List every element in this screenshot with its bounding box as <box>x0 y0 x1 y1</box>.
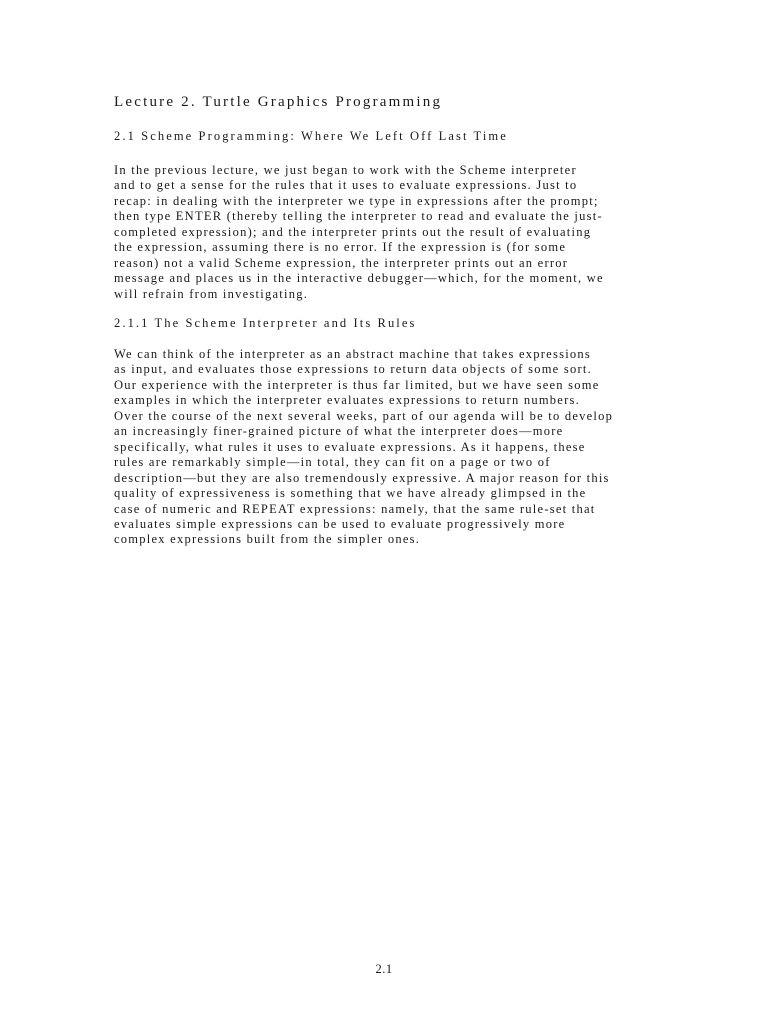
paragraph-line: recap: in dealing with the interpreter we type in expressions after the prompt; <box>114 193 599 208</box>
paragraph-line: We can think of the interpreter as an abstract machine that takes expressions <box>114 347 592 361</box>
paragraph-line: rules are remarkably simple—in total, they can fit on a page or two of <box>114 455 551 470</box>
paragraph-line: the expression, assuming there is no error. If the expression is (for some <box>114 240 567 255</box>
paragraph-line: description—but they are also tremendously expressive. A major reason for this <box>114 470 610 485</box>
paragraph-line: as input, and evaluates those expressions to return data objects of some sort. <box>114 362 592 377</box>
paragraph-line: Over the course of the next several weeks, part of our agenda will be to develop <box>114 408 614 423</box>
section-heading-2-1-1: 2.1.1 The Scheme Interpreter and Its Rules <box>114 316 417 330</box>
paragraph-line: quality of expressiveness is something that we have already glimpsed in the <box>114 486 587 501</box>
paragraph-line: Our experience with the interpreter is thus far limited, but we have seen some <box>114 377 600 392</box>
paragraph-line: evaluates simple expressions can be used to evaluate progressively more <box>114 516 566 531</box>
paragraph-line: complex expressions built from the simpler ones. <box>114 532 421 547</box>
paragraph-line: specifically, what rules it uses to evaluate expressions. As it happens, these <box>114 439 586 454</box>
paragraph-line: examples in which the interpreter evaluates expressions to return numbers. <box>114 393 580 408</box>
paragraph-line: and to get a sense for the rules that it uses to evaluate expressions. Just to <box>114 178 578 193</box>
section-2-1-paragraph <box>114 163 604 302</box>
paragraph-line: In the previous lecture, we just began to work with the Scheme interpreter <box>114 163 577 177</box>
paragraph-line: message and places us in the interactive debugger—which, for the moment, we <box>114 271 604 286</box>
paragraph-line: an increasingly finer-grained picture of what the interpreter does—more <box>114 424 564 439</box>
section-heading-2-1: 2.1 Scheme Programming: Where We Left Off Last Time <box>114 129 508 143</box>
paragraph-line: case of numeric and REPEAT expressions: namely, that the same rule-set that <box>114 501 596 516</box>
page-number: 2.1 <box>375 962 393 976</box>
lecture-title: Lecture 2. Turtle Graphics Programming <box>114 94 443 110</box>
paragraph-line: then type ENTER (thereby telling the interpreter to read and evaluate the just- <box>114 209 603 224</box>
paragraph-line: reason) not a valid Scheme expression, the interpreter prints out an error <box>114 255 569 270</box>
section-2-1-1-paragraph <box>114 347 613 548</box>
paragraph-line: completed expression); and the interpreter prints out the result of evaluating <box>114 224 592 239</box>
paragraph-line: will refrain from investigating. <box>114 286 309 301</box>
